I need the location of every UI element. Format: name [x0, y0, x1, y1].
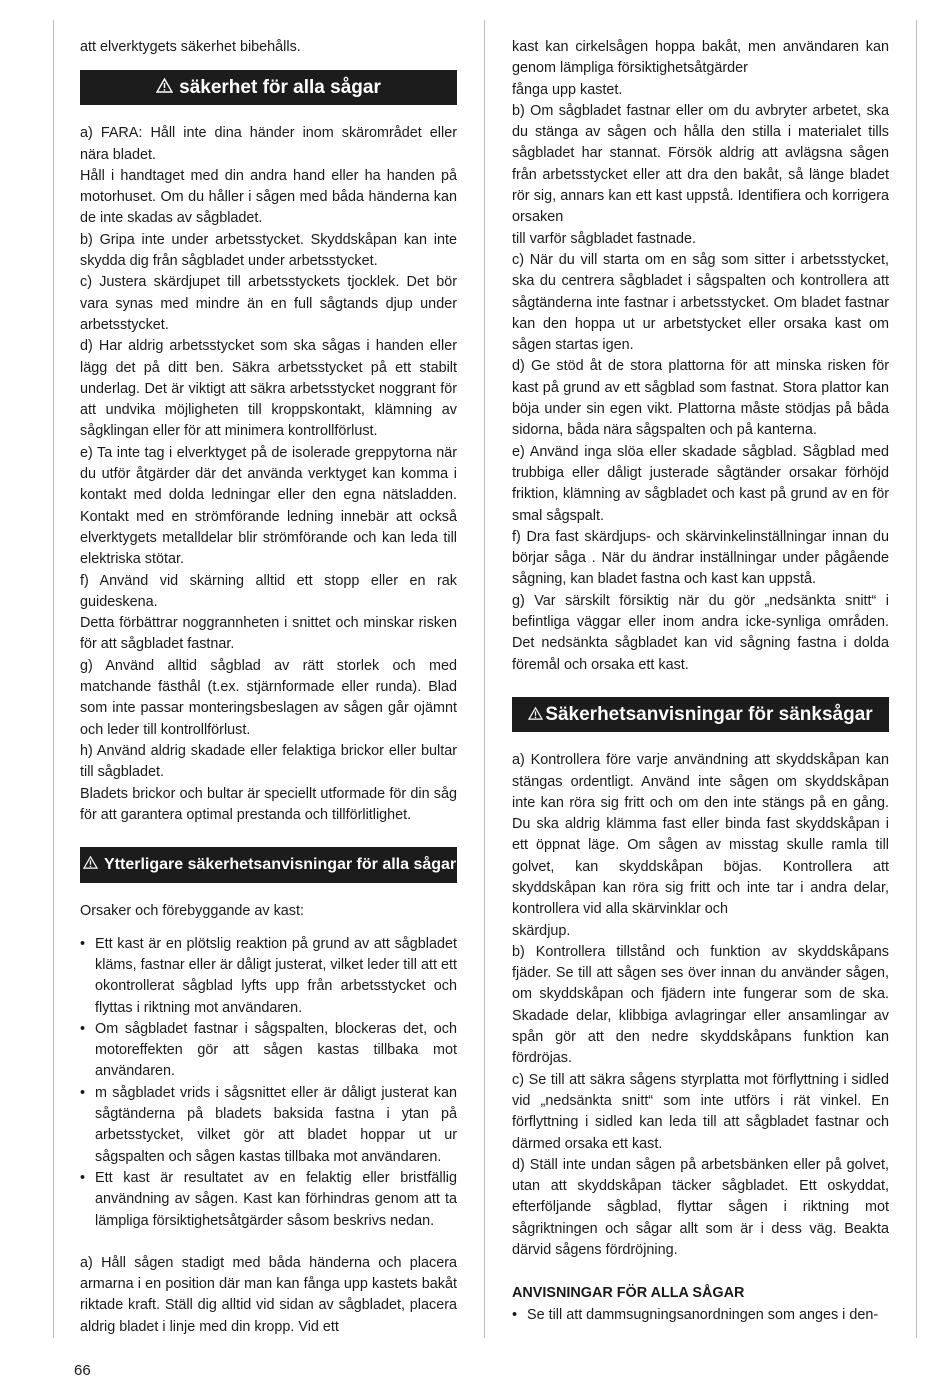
paragraph: f) Använd vid skärning alltid ett stopp eller en rak guideskena.	[80, 572, 457, 610]
bullet-icon: •	[80, 935, 86, 952]
paragraph: kast kan cirkelsågen hoppa bakåt, men användaren kan genom lämpliga försiktighetsåtgärder	[512, 39, 889, 77]
list-item-text: Se till att dammsugningsanordningen som anges i den-	[527, 1306, 879, 1323]
paragraph: b) Kontrollera tillstånd och funktion av skyddskåpans fjäder. Se till att sågen ses över innan du använder sågen, om skyddskåpan och fjädern inte fungerar som de ska. Skadade delar, klibbiga avlagringar eller ansamlingar av spån gör att den nedre skyddskåpans funktion kan fördröjas.	[512, 943, 889, 1067]
paragraph: d) Ställ inte undan sågen på arbetsbänken eller på golvet, utan att skyddskåpan täcker sågbladet. Ett oskyddat, efterföljande sågblad, flyttar sågen i riktning mot sågriktningen och sågar allt som är i dess väg. Beakta därvid sågens fördröjning.	[512, 1156, 889, 1259]
paragraph: c) Se till att säkra sågens styrplatta mot förflyttning i sidled vid „nedsänkta snitt“ som inte utförs i rät vinkel. En förflyttning i sidled kan leda till att sågbladet fastnar och därmed orsaka ett kast.	[512, 1071, 889, 1152]
section-heading-plunge-saws	[512, 697, 889, 732]
warning-triangle-icon	[156, 77, 173, 99]
paragraph: g) Var särskilt försiktig när du gör „nedsänkta snitt“ i befintliga väggar eller inom andra icke-synliga områden. Det nedsänkta sågbladet kan vid sågning fastna i dolda föremål och orsaka ett kast.	[512, 592, 889, 673]
bullet-icon: •	[80, 1084, 86, 1101]
warning-triangle-icon	[83, 856, 98, 874]
section-body	[512, 750, 889, 1261]
page-number: 66	[74, 1362, 91, 1379]
list-item	[80, 1083, 457, 1168]
paragraph: fånga upp kastet.	[512, 81, 623, 98]
kickback-bullet-list	[80, 934, 457, 1232]
left-column	[80, 37, 457, 1338]
right-column-rule	[916, 20, 917, 1338]
paragraph: Detta förbättrar noggrannheten i snittet och minskar risken för att sågbladet fastnar.	[80, 615, 457, 653]
paragraph: c) När du vill starta om en såg som sitter i arbetsstycket, ska du centrera sågbladet i sågspalten och kontrollera att sågtänderna inte fastnar i arbetsstycket. Om bladet fastnar kan den hoppa ut ur arbetstycket eller orsaka kast om sågen startas igen.	[512, 251, 889, 354]
subsection-heading: ANVISNINGAR FÖR ALLA SÅGAR	[512, 1285, 745, 1302]
section-body	[80, 123, 457, 826]
bullet-icon: •	[80, 1020, 86, 1037]
center-column-rule	[484, 20, 485, 1338]
section-heading-saws	[80, 70, 457, 105]
list-item-text: Ett kast är en plötslig reaktion på grund av att sågbladet kläms, fastnar eller är dåligt justerat, vilket leder till att ett okontrollerat sågblad lyfts upp från arbetsstycket och flyttas i riktning mot användaren.	[95, 935, 457, 1016]
section-body	[512, 37, 889, 676]
warning-triangle-icon	[528, 704, 543, 726]
section-heading-text: Säkerhetsanvisningar för sänksågar	[545, 703, 873, 725]
paragraph: Bladets brickor och bultar är speciellt utformade för din såg för att garantera optimal prestanda och tillförlitlighet.	[80, 785, 457, 823]
paragraph: e) Ta inte tag i elverktyget på de isolerade greppytorna när du utför åtgärder där det använda verktyget kan komma i kontakt med dolda ledningar eller den egna nätsladden. Kontakt med en strömförande ledning innebär att också elverktygets metalldelar blir strömförande och kan leda till elektriska stötar.	[80, 444, 457, 568]
paragraph: d) Har aldrig arbetsstycket som ska sågas i handen eller lägg det på ditt ben. Säkra arbetsstycket på ett stabilt underlag. Det är viktigt att säkra arbetsstycket noggrant för att undvika möjligheten till kroppskontakt, klämning av sågklingan eller för att minimera kontrollförlust.	[80, 338, 457, 440]
list-item-text: Om sågbladet fastnar i sågspalten, blockeras det, och motoreffekten gör att sågen kastas tillbaka mot användaren.	[95, 1020, 457, 1080]
paragraph: till varför sågbladet fastnade.	[512, 230, 696, 247]
section-heading-additional	[80, 847, 457, 883]
paragraph: d) Ge stöd åt de stora plattorna för att minska risken för kast på grund av ett sågblad som fastnat. Stora plattor kan böja under sin egen vikt. Plattorna måste stödjas på båda sidorna, båda nära sågspalten och på kanterna.	[512, 358, 889, 439]
paragraph: a) Kontrollera före varje användning att skyddskåpan kan stängas ordentligt. Använd inte sågen om skyddskåpan inte kan röra sig fritt och om den inte stängs på en gång. Du ska aldrig klämma fast eller binda fast skyddskåpan i ett öppnat läge. Om sågen av misstag skulle ramla till golvet, kan skyddskåpan böjas. Kontrollera att skyddskåpan kan röra sig fritt och inte tar i andra delar, kontrollera vid alla skärvinklar och	[512, 752, 889, 918]
left-column-rule	[53, 20, 54, 1338]
kickback-after: a) Håll sågen stadigt med båda händerna och placera armarna i en position där man kan fånga upp kastets bakåt riktade kraft. Ställ dig alltid vid sidan av sågbladet, placera aldrig bladet i linje med din kropp. Vid ett	[80, 1254, 457, 1335]
paragraph: Håll i handtaget med din andra hand eller ha handen på motorhuset. Om du håller i sågen med båda händerna kan de inte skadas av sågbladet.	[80, 167, 457, 227]
paragraph: b) Om sågbladet fastnar eller om du avbryter arbetet, ska du stänga av sågen och hålla den stilla i materialet tills sågbladet har stannat. Försök aldrig att avlägsna sågen från arbetsstycket eller att dra den bakåt, så länge bladet rör sig, annars kan ett kast uppstå. Identifiera och korrigera orsaken	[512, 102, 889, 226]
list-item	[80, 934, 457, 1019]
subsection-bullet-list	[512, 1305, 889, 1326]
paragraph: c) Justera skärdjupet till arbetsstyckets tjocklek. Det bör vara synas med mindre än en full sågtands djup under arbetsstycket.	[80, 274, 457, 333]
paragraph: f) Dra fast skärdjups- och skärvinkelinställningar innan du börjar såga . När du ändrar inställningar under pågående sågning, kan bladet fastna och kast kan uppstå.	[512, 528, 889, 588]
list-item-text: Ett kast är resultatet av en felaktig eller bristfällig användning av sågen. Kast kan förhindras genom att ta lämpliga försiktighetsåtgärder såsom beskrivs nedan.	[95, 1169, 457, 1229]
right-column	[512, 37, 889, 1347]
paragraph: g) Använd alltid sågblad av rätt storlek och med matchande fästhål (t.ex. stjärnformade eller runda). Blad som inte passar monteringsbeslagen av sågen går ojämnt och leder till kontrollförlust.	[80, 657, 457, 738]
list-item	[80, 1168, 457, 1232]
bullet-icon: •	[512, 1306, 518, 1323]
section-heading-text: säkerhet för alla sågar	[179, 76, 381, 98]
list-item-text: m sågbladet vrids i sågsnittet eller är dåligt justerat kan sågtänderna på bladets baksida fastna i ytan på arbetsstycket, vilket gör att bladet hoppar ut ur sågspalten och sågen kastas tillbaka mot användaren.	[95, 1084, 457, 1165]
intro-line: att elverktygets säkerhet bibehålls.	[80, 39, 301, 55]
paragraph: h) Använd aldrig skadade eller felaktiga brickor eller bultar till sågbladet.	[80, 742, 457, 781]
paragraph: a) FARA: Håll inte dina händer inom skärområdet eller nära bladet.	[80, 125, 457, 163]
kickback-intro: Orsaker och förebyggande av kast:	[80, 903, 304, 920]
list-item	[512, 1305, 889, 1326]
section-heading-text: Ytterligare säkerhetsanvisningar för alla sågar	[104, 856, 457, 874]
paragraph: e) Använd inga slöa eller skadade sågblad. Sågblad med trubbiga eller dåligt justerade sågtänder orsakar förhöjd friktion, klämning av sågbladet och kast på grund av en för smal sågspalt.	[512, 443, 889, 524]
paragraph: b) Gripa inte under arbetsstycket. Skyddskåpan kan inte skydda dig från sågbladet under arbetsstycket.	[80, 231, 457, 270]
list-item	[80, 1019, 457, 1083]
bullet-icon: •	[80, 1169, 86, 1186]
paragraph: skärdjup.	[512, 922, 571, 939]
